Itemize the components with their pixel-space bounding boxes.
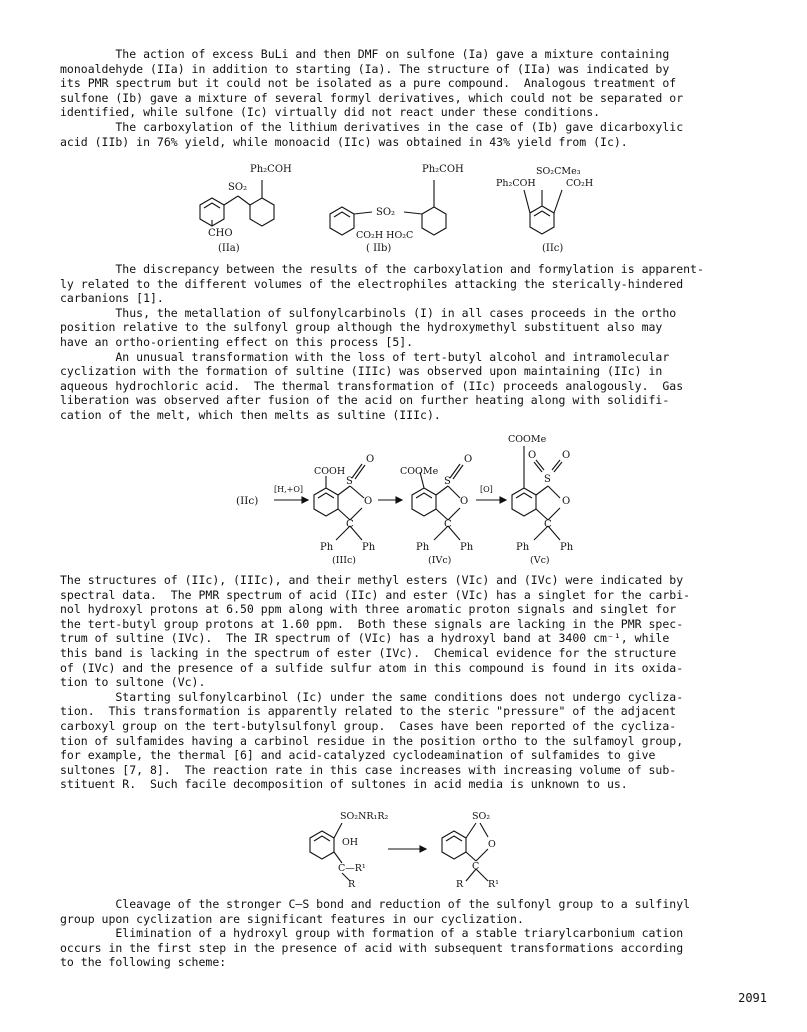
iib-substituent: CO₂H HO₂C <box>356 230 414 241</box>
iiic-substituent: COOH <box>314 466 346 477</box>
ivc-label: (IVc) <box>428 555 452 566</box>
vc-oxygen-2: O <box>562 450 571 461</box>
iiic-oxygen: O <box>366 454 375 465</box>
iib-so2: SO₂ <box>376 207 396 218</box>
scheme-structures-iia-iib-iic <box>190 162 610 254</box>
left-sulfamoyl-group: SO₂NR₁R₂ <box>340 811 389 822</box>
iic-top-group-1: SO₂CMe₃ <box>536 166 581 177</box>
iic-substituent: CO₂H <box>566 178 594 189</box>
ivc-substituent: COOMe <box>400 466 439 477</box>
paragraph-4: Cleavage of the stronger C—S bond and reduction of the sulfonyl group to a sulfinyl group upon cyclization are significant features in our cyclization. Elimination of a hydroxyl group with formation of a stable triarylcarbonium cation occurs in the first step in the presence of acid with subsequent transformations according to the following scheme: <box>60 897 691 970</box>
right-ring-oxygen: O <box>488 839 496 850</box>
iiic-ring-oxygen: O <box>364 496 373 507</box>
ivc-ring-oxygen: O <box>460 496 469 507</box>
right-carbon: C <box>472 861 480 872</box>
ivc-sulfur: S <box>444 476 451 487</box>
iiic-carbon: C <box>346 519 354 530</box>
iic-top-group-2: Ph₂COH <box>496 178 536 189</box>
vc-label: (Vc) <box>530 555 550 566</box>
iiic-phenyl-2: Ph <box>362 542 376 553</box>
iia-label: (IIa) <box>218 243 240 254</box>
iiic-label: (IIIc) <box>332 555 356 566</box>
right-r1: R¹ <box>488 879 499 890</box>
vc-phenyl-1: Ph <box>516 542 530 553</box>
left-carbon: C—R¹ <box>338 863 366 874</box>
scheme2-start-label: (IIc) <box>236 495 259 507</box>
vc-sulfur: S <box>544 474 551 485</box>
scheme-sulfamide-cyclization <box>296 809 546 890</box>
ivc-phenyl-1: Ph <box>416 542 430 553</box>
iia-substituent: CHO <box>208 228 233 239</box>
vc-substituent: COOMe <box>508 434 547 445</box>
paragraph-1: The action of excess BuLi and then DMF on sulfone (Ia) gave a mixture containing monoaldehyde (IIa) in addition to starting (Ia). The structure of (IIa) was indicated by its PMR spectrum but it could not be isolated as a pure compound. Analogous treatment of sulfone (Ib) gave a mixture of several formyl derivatives, which could not be separated or identified, while sulfone (Ic) virtually did not react under these conditions. The carboxylation of the lithium derivatives in the case of (Ib) gave dicarboxylic acid (IIb) in 76% yield, while monoacid (IIc) was obtained in 43% yield from (Ic). <box>60 47 684 149</box>
iiic-sulfur: S <box>346 476 353 487</box>
vc-carbon: C <box>544 519 552 530</box>
vc-ring-oxygen: O <box>562 496 571 507</box>
ivc-carbon: C <box>444 519 452 530</box>
iia-so2: SO₂ <box>228 182 248 193</box>
page-number: 2091 <box>738 991 767 1005</box>
left-hydroxyl: OH <box>342 837 359 848</box>
scheme2-arrow3-reagent: [O] <box>480 485 493 494</box>
paragraph-2: The discrepancy between the results of the carboxylation and formylation is apparent- ly related to the different volumes of the electrophiles attacking the sterically-hindered carbanions [1]. Thus, the metallation of sulfonylcarbinols (I) in all cases proceeds in the ortho position relative to the sulfonyl group although the hydroxymethyl substituent also may have an ortho-orienting effect on this process [5]. An unusual transformation with the loss of tert-butyl alcohol and intramolecular cyclization with the formation of sultine (IIIc) was observed upon maintaining (IIc) in aqueous hydrochloric acid. The thermal transformation of (IIc) proceeds analogously. Gas liberation was observed after fusion of the acid on further heating along with solidifi- cation of the melt, which then melts as sultine (IIIc). <box>60 262 704 422</box>
iiic-phenyl-1: Ph <box>320 542 334 553</box>
ivc-phenyl-2: Ph <box>460 542 474 553</box>
vc-phenyl-2: Ph <box>560 542 574 553</box>
left-r: R <box>348 879 356 890</box>
iic-label: (IIc) <box>542 243 564 254</box>
right-r: R <box>456 879 464 890</box>
vc-oxygen-1: O <box>528 450 537 461</box>
iib-top-group: Ph₂COH <box>422 164 464 175</box>
iia-top-group: Ph₂COH <box>250 164 292 175</box>
right-so2: SO₂ <box>472 811 491 822</box>
ivc-oxygen: O <box>464 454 473 465</box>
iib-label: ( IIb) <box>366 243 392 254</box>
scheme2-arrow1-reagent: [H,+O] <box>274 485 304 494</box>
scheme-sultine-formation <box>228 430 608 570</box>
paragraph-3: The structures of (IIc), (IIIc), and their methyl esters (VIc) and (IVc) were indicated by spectral data. The PMR spectrum of acid (IIc) and ester (VIc) has a singlet for the carbi- nol hydroxyl protons at 6.50 ppm along with three aromatic proton signals and singlet for the tert-butyl group protons at 1.60 ppm. Both these signals are lacking in the PMR spec- trum of sultine (IVc). The IR spectrum of (VIc) has a hydroxyl band at 3400 cm⁻¹, while this band is lacking in the spectrum of ester (IVc). Chemical evidence for the structure of (IVc) and the presence of a sulfide sulfur atom in this compound is found in its oxida- tion to sultone (Vc). Starting sulfonylcarbinol (Ic) under the same conditions does not undergo cycliza- tion. This transformation is apparently related to the steric "pressure" of the adjacent carboxyl group on the tert-butylsulfonyl group. Cases have been reported of the cycliza- tion of sulfamides having a carbinol residue in the position ortho to the sulfamoyl group, for example, the thermal [6] and acid-catalyzed cyclodeamination of sulfamides to give sultones [7, 8]. The reaction rate in this case increases with increasing volume of sub- stituent R. Such facile decomposition of sultones in acid media is unknown to us. <box>60 573 691 792</box>
